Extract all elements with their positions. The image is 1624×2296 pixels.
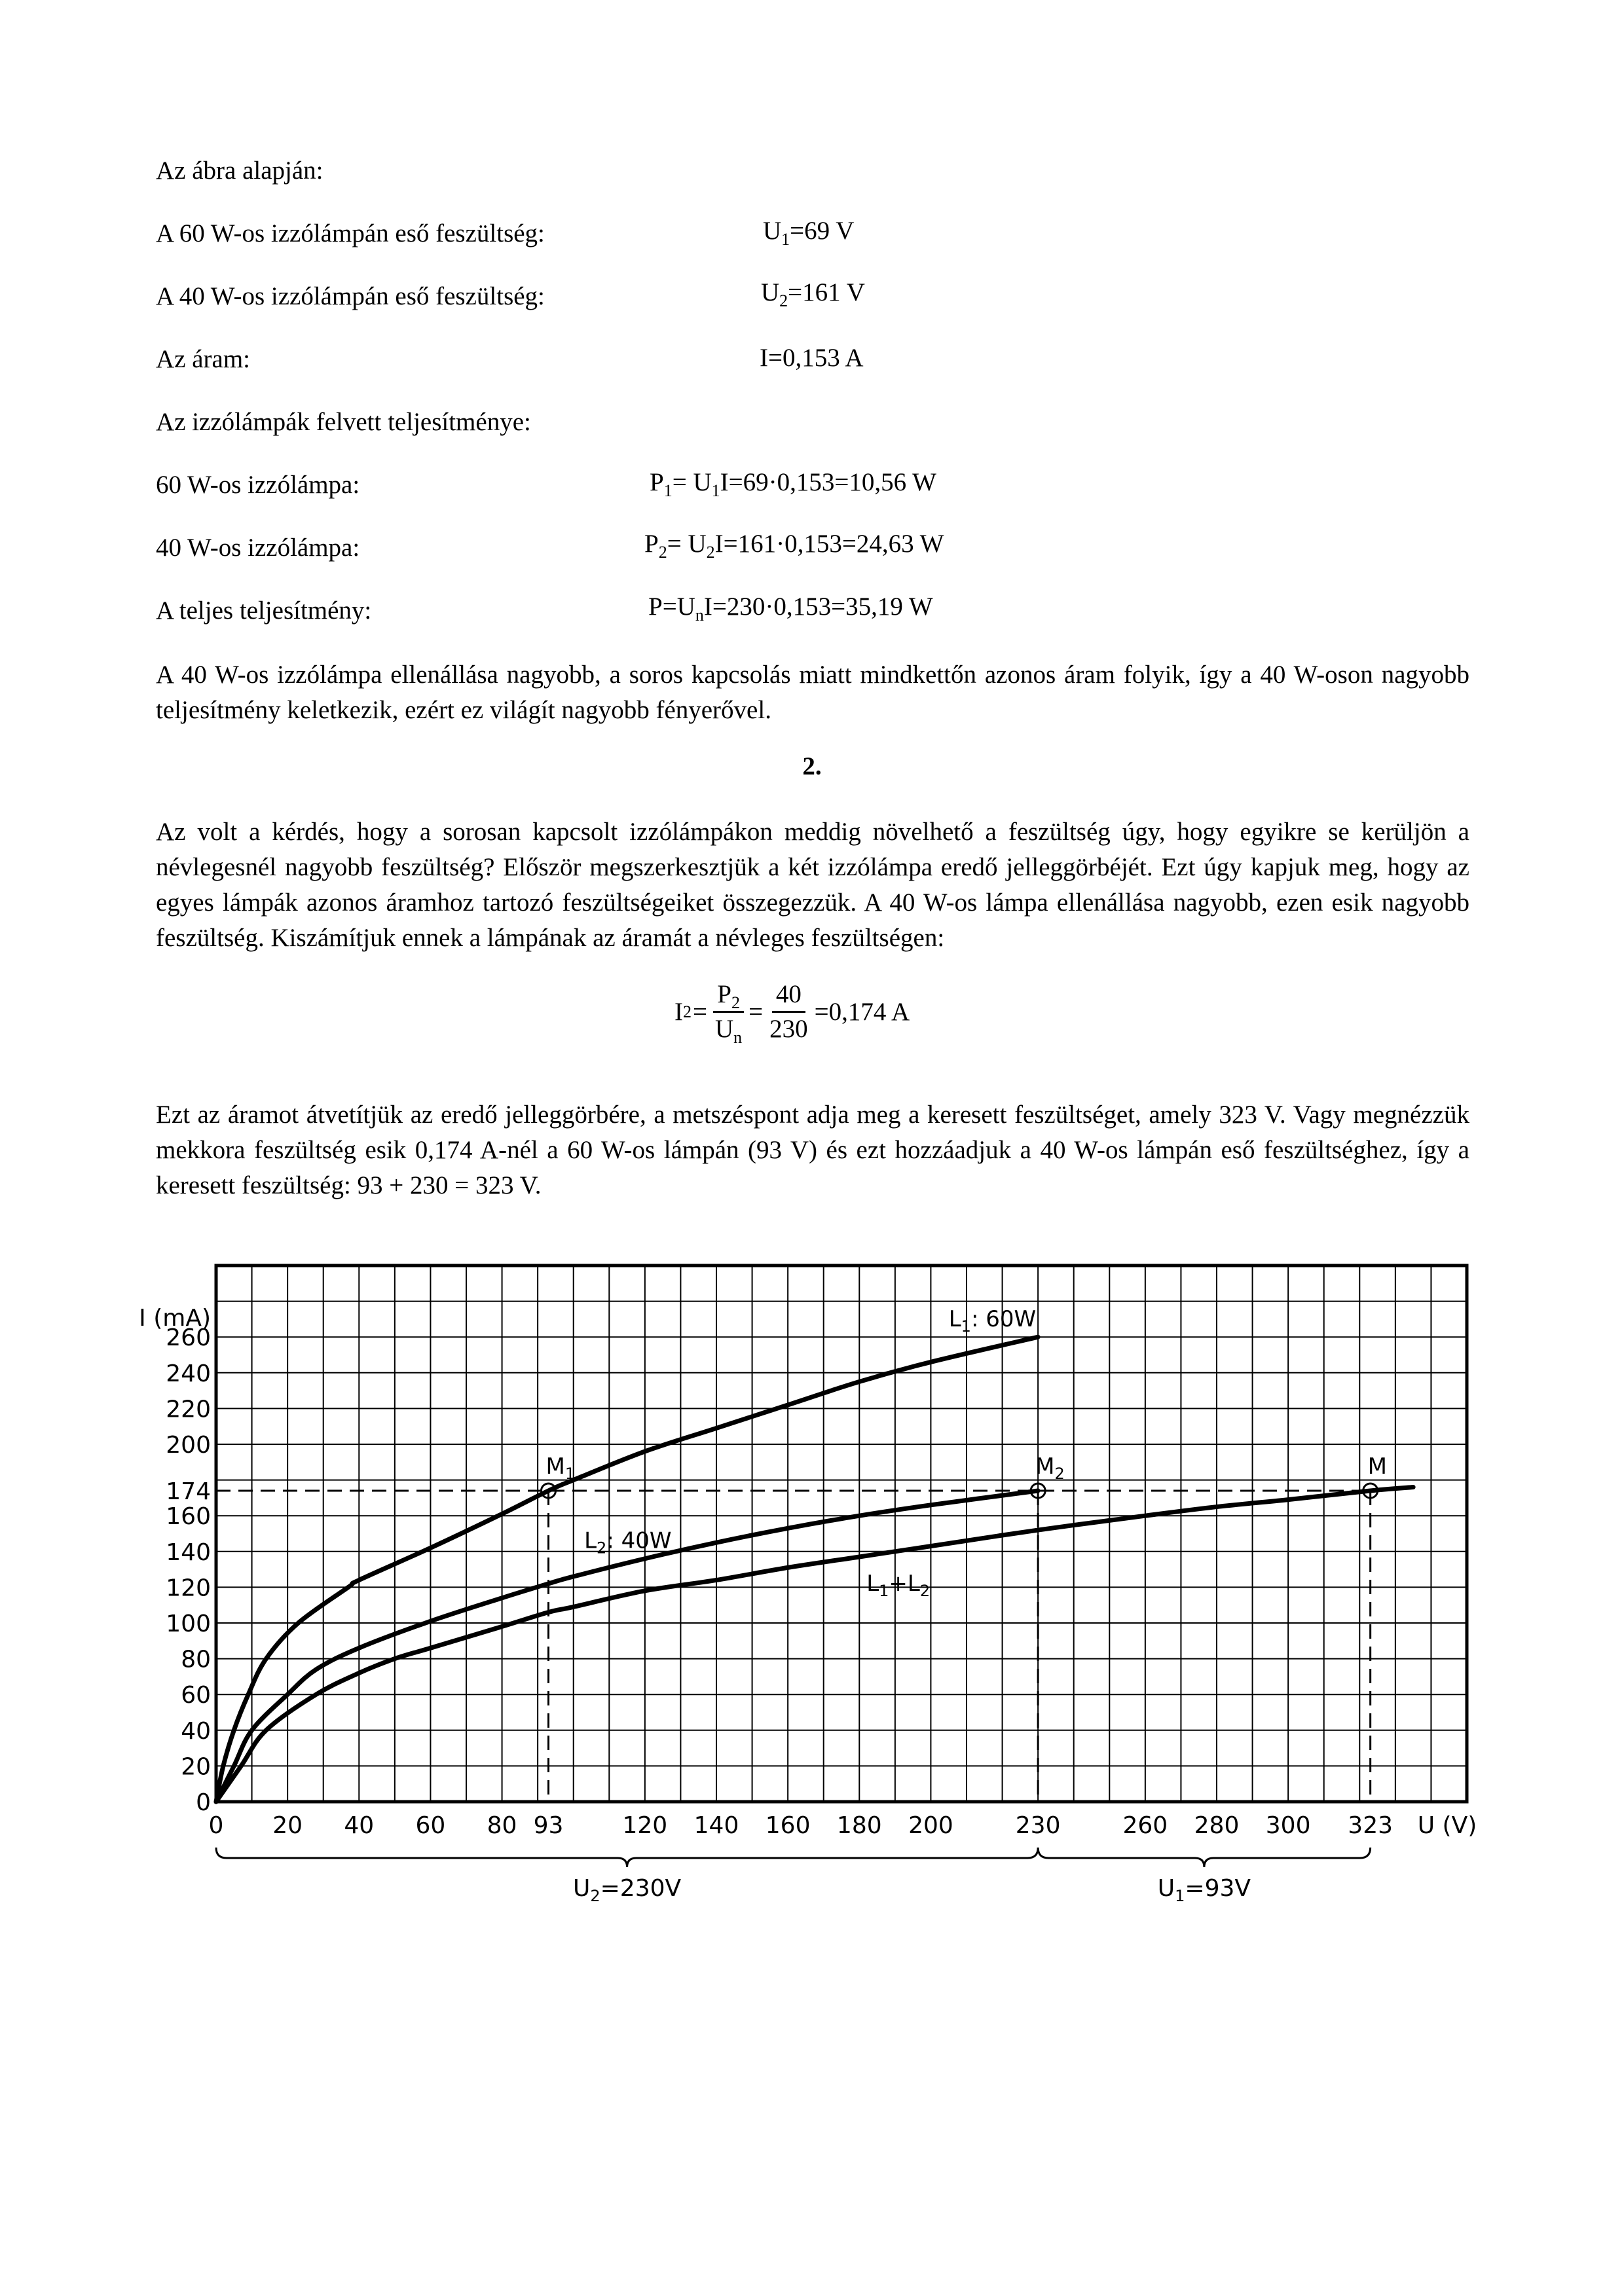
x-tick-label: 0 — [208, 1812, 224, 1839]
chart-grid — [216, 1266, 1467, 1802]
marker-label-m1: $M_1$ — [545, 1453, 576, 1483]
x-tick-label: 140 — [693, 1812, 739, 1839]
x-tick-label: 60 — [415, 1812, 446, 1839]
y-tick-label: 40 — [181, 1717, 211, 1745]
x-tick-label: 20 — [272, 1812, 303, 1839]
value-u1: $U_1=69$ V — [763, 217, 855, 249]
eq-sign-2: = — [748, 998, 764, 1026]
value-u2: $U_2=161$ V — [761, 278, 865, 310]
x-tick-label: 160 — [765, 1812, 811, 1839]
y-tick-label: 80 — [181, 1646, 211, 1673]
series-label-l1: $L_1$: 60W — [948, 1305, 1037, 1336]
formula-total: $P=U_nI=230\cdot 0,153=35,19$ W — [648, 592, 933, 625]
x-tick-label: 80 — [487, 1812, 517, 1839]
section2-paragraph1: Az volt a kérdés, hogy a sorosan kapcsolt izzólámpákon meddig növelhető a feszültség úgy, hogy egyikre se kerüljön a névlegesnél nagyobb feszültség? Először megszerkesztjük a két izzólámpa eredő jelleggörbéjét. Ezt úgy kapjuk meg, hogy az egyes lámpák azonos áramhoz tartozó feszültségeiket összegezzük. A 40 W-os lámpa ellenállása nagyobb, ezen esik nagyobb feszültség. Kiszámítjuk ennek a lámpának az áramát a névleges feszültségen: — [156, 818, 1469, 952]
y-tick-label: 220 — [166, 1396, 211, 1423]
fraction-numeric: $\frac{40}{230}$ — [766, 978, 812, 1046]
y-tick-label: 0 — [196, 1789, 211, 1816]
x-tick-label: 300 — [1265, 1812, 1311, 1839]
formula-p1: $P_1= U_1I=69\cdot 0,153=10,56$ W — [650, 468, 936, 500]
row-label-current: Az áram: — [156, 345, 251, 373]
conclusion-paragraph: A 40 W-os izzólámpa ellenállása nagyobb, a soros kapcsolás miatt mindkettőn azonos áram folyik, így a 40 W-oson nagyobb teljesítmény keletkezik, ezért ez világít nagyobb fényerővel. — [156, 661, 1469, 724]
y-tick-label: 260 — [166, 1324, 211, 1352]
brace-1 — [1038, 1848, 1371, 1867]
curve-l1-l2 — [216, 1487, 1413, 1802]
y-axis-label: I (mA) — [139, 1305, 211, 1332]
fraction-power-voltage: $\frac{P_2}{U_n}$ — [711, 978, 746, 1046]
power-label-p2: 40 W-os izzólámpa: — [156, 534, 360, 562]
formula-p2: $P_2= U_2I=161\cdot 0,153=24,63$ W — [644, 530, 944, 562]
marker-label-m2: $M_2$ — [1035, 1453, 1065, 1483]
current-equation: I 2 = $\frac{P_2}{U_n}$ = $\frac{40}{230}$ =0,174 A — [674, 978, 910, 1046]
x-tick-label: 180 — [836, 1812, 882, 1839]
series-label-l2: $L_2$: 40W — [584, 1527, 672, 1558]
x-axis-label: U (V) — [1417, 1812, 1477, 1839]
x-tick-label: 120 — [622, 1812, 668, 1839]
y-tick-label: 60 — [181, 1682, 211, 1709]
x-tick-label: 323 — [1348, 1812, 1393, 1839]
x-tick-label: 93 — [533, 1812, 564, 1839]
y-tick-label: 20 — [181, 1753, 211, 1781]
x-tick-label: 200 — [908, 1812, 953, 1839]
y-tick-label: 174 — [166, 1478, 211, 1505]
y-tick-label: 160 — [166, 1503, 211, 1531]
curve-l1-60w — [216, 1337, 1038, 1802]
x-tick-label: 40 — [344, 1812, 375, 1839]
series-label-l1-l2: $L_1+L_2$ — [866, 1570, 931, 1600]
y-tick-label: 140 — [166, 1539, 211, 1566]
y-tick-label: 200 — [166, 1432, 211, 1459]
intro-text: Az ábra alapján: — [156, 156, 323, 185]
brace-label-1: $U_1=93V$ — [1157, 1875, 1251, 1905]
x-tick-label: 260 — [1122, 1812, 1168, 1839]
y-tick-label: 120 — [166, 1575, 211, 1602]
power-label-total: A teljes teljesítmény: — [156, 596, 372, 625]
row-label-u2: A 40 W-os izzólámpán eső feszültség: — [156, 282, 545, 310]
chart-labels — [139, 1305, 1477, 1905]
x-tick-label: 280 — [1194, 1812, 1240, 1839]
chart-frame — [216, 1266, 1467, 1802]
brace-0 — [216, 1848, 1038, 1867]
section2-paragraph2: Ezt az áramot átvetítjük az eredő jelleggörbére, a metszéspont adja meg a keresett feszültséget, amely 323 V. Vagy megnézzük mekkora feszültség esik 0,174 A-nél a 60 W-os lámpán (93 V) és ezt hozzáadjuk a 40 W-os lámpán eső feszültséghez, így a keresett feszültség: 93 + 230 = 323 V. — [156, 1101, 1469, 1199]
x-tick-label: 230 — [1015, 1812, 1061, 1839]
row-label-u1: A 60 W-os izzólámpán eső feszültség: — [156, 219, 545, 247]
power-label-p1: 60 W-os izzólámpa: — [156, 471, 360, 499]
section-number: 2. — [802, 752, 822, 780]
eq-sign: = — [693, 998, 707, 1026]
eq-lhs: I — [674, 998, 683, 1026]
value-current: I=0,153 A — [760, 344, 864, 372]
y-tick-label: 100 — [166, 1611, 211, 1637]
brace-label-0: $U_2=230V$ — [572, 1875, 682, 1905]
eq-result: =0,174 A — [814, 998, 910, 1026]
y-tick-label: 240 — [166, 1360, 211, 1387]
marker-label-m: M — [1367, 1453, 1388, 1480]
chart-axes — [216, 1266, 1467, 1802]
chart-curves — [216, 1337, 1413, 1802]
power-heading: Az izzólámpák felvett teljesítménye: — [156, 408, 531, 436]
